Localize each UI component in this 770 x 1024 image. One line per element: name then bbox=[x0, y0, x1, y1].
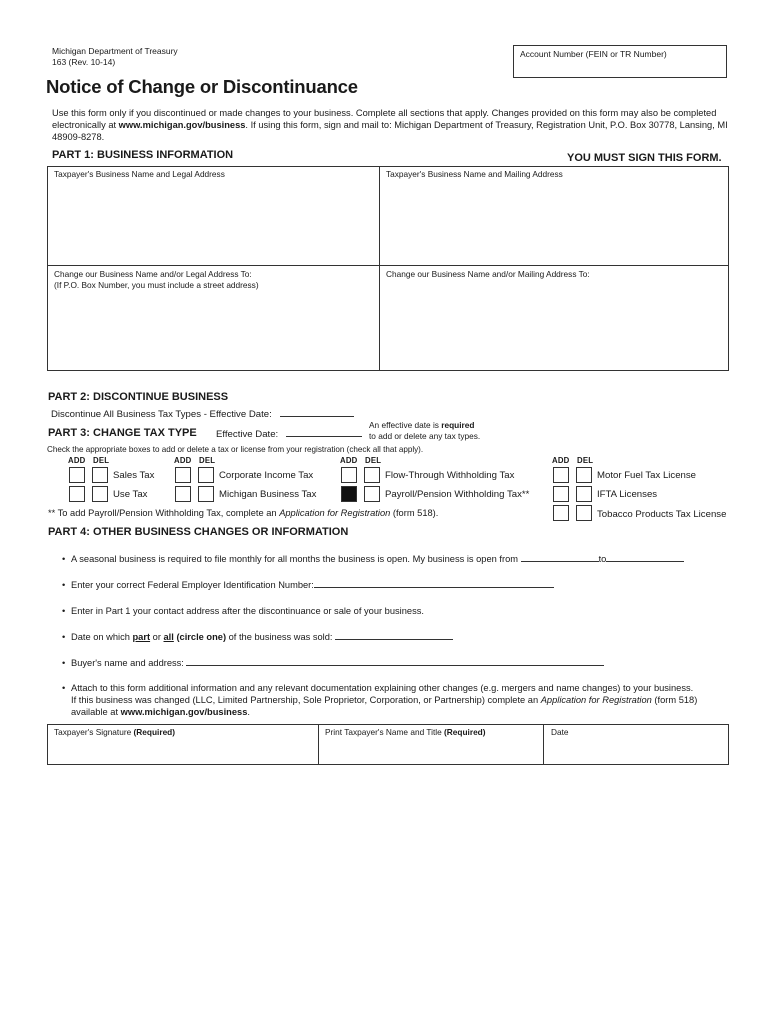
sold-or: or bbox=[150, 632, 164, 642]
intro-paragraph bbox=[52, 107, 732, 143]
sold-part-option[interactable]: part bbox=[132, 632, 151, 642]
sold-text-2: of the business was sold: bbox=[226, 632, 333, 642]
part3-instructions: Check the appropriate boxes to add or delete a tax or license from your registration (check all that apply). bbox=[47, 445, 424, 454]
michigan-business-tax-label: Michigan Business Tax bbox=[219, 489, 317, 500]
part4-heading: PART 4: OTHER BUSINESS CHANGES OR INFORMATION bbox=[48, 526, 349, 538]
ifta-add-checkbox[interactable] bbox=[553, 486, 569, 502]
motor-fuel-del-checkbox[interactable] bbox=[576, 467, 592, 483]
attach-url: www.michigan.gov/business bbox=[120, 707, 248, 717]
seasonal-to-text: to bbox=[598, 554, 607, 564]
discontinue-date-input[interactable] bbox=[280, 408, 354, 417]
part2-heading: PART 2: DISCONTINUE BUSINESS bbox=[48, 391, 229, 403]
add-header-col2: ADD bbox=[174, 456, 192, 465]
use-tax-label: Use Tax bbox=[113, 489, 148, 500]
use-tax-add-checkbox[interactable] bbox=[69, 486, 85, 502]
attach-text-1: Attach to this form additional information and any relevant documentation explaining other changes (e.g. mergers and name changes) to your business. bbox=[71, 683, 694, 693]
motor-fuel-label: Motor Fuel Tax License bbox=[597, 470, 697, 481]
part1-heading: PART 1: BUSINESS INFORMATION bbox=[52, 149, 234, 161]
legal-address-field[interactable]: Taxpayer's Business Name and Legal Address bbox=[54, 169, 225, 179]
sig-divider-1 bbox=[318, 725, 319, 764]
signature-required: (Required) bbox=[133, 727, 176, 737]
change-legal-note: (If P.O. Box Number, you must include a street address) bbox=[54, 280, 259, 290]
sales-tax-label: Sales Tax bbox=[113, 470, 155, 481]
change-legal-label: Change our Business Name and/or Legal Address To: bbox=[54, 269, 252, 279]
print-name-required: (Required) bbox=[444, 727, 486, 737]
print-name-label: Print Taxpayer's Name and Title bbox=[325, 727, 445, 737]
del-header-col3: DEL bbox=[365, 456, 382, 465]
add-header-col4: ADD bbox=[552, 456, 570, 465]
sold-text-1: Date on which bbox=[71, 632, 133, 642]
signature-box bbox=[47, 724, 729, 765]
corporate-income-tax-del-checkbox[interactable] bbox=[198, 467, 214, 483]
corporate-income-tax-add-checkbox[interactable] bbox=[175, 467, 191, 483]
michigan-business-tax-add-checkbox[interactable] bbox=[175, 486, 191, 502]
use-tax-del-checkbox[interactable] bbox=[92, 486, 108, 502]
must-sign-notice: YOU MUST SIGN THIS FORM. bbox=[567, 152, 722, 164]
seasonal-text: A seasonal business is required to file monthly for all months the business is open. My business is open from bbox=[71, 554, 518, 564]
footnote-form-name: Application for Registration bbox=[279, 508, 391, 518]
ifta-del-checkbox[interactable] bbox=[576, 486, 592, 502]
footnote-text-1: ** To add Payroll/Pension Withholding Tax, complete an bbox=[48, 508, 280, 518]
agency-header bbox=[52, 46, 178, 68]
corporate-income-tax-label: Corporate Income Tax bbox=[219, 470, 314, 481]
discontinue-row bbox=[51, 408, 354, 420]
grid-divider-horizontal bbox=[48, 265, 728, 266]
add-header-col1: ADD bbox=[68, 456, 86, 465]
intro-text-2: . If using this form, sign and mail to: Michigan Department of Treasury, Registration Unit, P.O. Box 30778, Lansing, MI 48909-8278. bbox=[52, 120, 728, 142]
form-number: 163 (Rev. 10-14) bbox=[52, 57, 116, 67]
account-number-field[interactable] bbox=[513, 45, 727, 78]
signature-field[interactable] bbox=[54, 727, 175, 738]
note-text-2: to add or delete any tax types. bbox=[369, 430, 481, 441]
sold-date-input[interactable] bbox=[335, 631, 453, 640]
signature-label: Taxpayer's Signature bbox=[54, 727, 134, 737]
tobacco-add-checkbox[interactable] bbox=[553, 505, 569, 521]
tobacco-del-checkbox[interactable] bbox=[576, 505, 592, 521]
fein-text: Enter your correct Federal Employer Identification Number: bbox=[71, 580, 314, 590]
del-header-col2: DEL bbox=[199, 456, 216, 465]
buyer-text: Buyer's name and address: bbox=[71, 658, 184, 668]
intro-url: www.michigan.gov/business bbox=[118, 120, 246, 130]
del-header-col1: DEL bbox=[93, 456, 110, 465]
grid-divider-vertical bbox=[379, 167, 380, 370]
payroll-tax-del-checkbox[interactable] bbox=[364, 486, 380, 502]
flow-through-tax-add-checkbox[interactable] bbox=[341, 467, 357, 483]
attach-text-3: available at bbox=[71, 707, 121, 717]
attach-text-3b: . bbox=[247, 707, 250, 717]
contact-text: Enter in Part 1 your contact address after the discontinuance or sale of your business. bbox=[71, 606, 424, 616]
add-header-col3: ADD bbox=[340, 456, 358, 465]
change-mailing-address-field[interactable]: Change our Business Name and/or Mailing Address To: bbox=[386, 269, 590, 279]
del-header-col4: DEL bbox=[577, 456, 594, 465]
form-title: Notice of Change or Discontinuance bbox=[46, 76, 358, 97]
effective-date-label: Effective Date: bbox=[216, 429, 279, 440]
agency-name: Michigan Department of Treasury bbox=[52, 46, 178, 56]
motor-fuel-add-checkbox[interactable] bbox=[553, 467, 569, 483]
sales-tax-del-checkbox[interactable] bbox=[92, 467, 108, 483]
seasonal-from-input[interactable] bbox=[521, 553, 599, 562]
print-name-field[interactable] bbox=[325, 727, 486, 738]
discontinue-label: Discontinue All Business Tax Types - Effective Date: bbox=[51, 409, 272, 420]
seasonal-to-input[interactable] bbox=[606, 553, 684, 562]
ifta-label: IFTA Licenses bbox=[597, 489, 658, 500]
part3-heading: PART 3: CHANGE TAX TYPE bbox=[48, 427, 197, 439]
date-field[interactable]: Date bbox=[551, 727, 569, 737]
fein-input[interactable] bbox=[314, 579, 554, 588]
flow-through-tax-del-checkbox[interactable] bbox=[364, 467, 380, 483]
note-text: An effective date is bbox=[369, 420, 442, 430]
effective-date-row bbox=[216, 428, 362, 440]
mailing-address-field[interactable]: Taxpayer's Business Name and Mailing Address bbox=[386, 169, 563, 179]
payroll-footnote bbox=[48, 508, 438, 518]
sig-divider-2 bbox=[543, 725, 544, 764]
effective-date-input[interactable] bbox=[286, 428, 362, 437]
note-required: required bbox=[441, 420, 475, 430]
attach-form-name: Application for Registration bbox=[540, 695, 652, 705]
buyer-input[interactable] bbox=[186, 657, 604, 666]
payroll-tax-label: Payroll/Pension Withholding Tax** bbox=[385, 489, 530, 500]
payroll-tax-add-checkbox-disabled bbox=[341, 486, 357, 502]
attach-text-2: If this business was changed (LLC, Limited Partnership, Sole Proprietor, Corporation, or Partnership) complete an bbox=[71, 695, 541, 705]
intro-text-1: Use this form only if you discontinued or made changes to your business. Complete all sections that apply. Changes provided on this form may also be completed electronically at bbox=[52, 108, 717, 130]
footnote-text-2: (form 518). bbox=[390, 508, 439, 518]
michigan-business-tax-del-checkbox[interactable] bbox=[198, 486, 214, 502]
flow-through-tax-label: Flow-Through Withholding Tax bbox=[385, 470, 515, 481]
change-legal-address-field[interactable] bbox=[54, 269, 259, 291]
account-number-label: Account Number (FEIN or TR Number) bbox=[520, 49, 667, 59]
part1-address-grid bbox=[47, 166, 729, 371]
tobacco-label: Tobacco Products Tax License bbox=[597, 509, 727, 520]
sold-all-option[interactable]: all bbox=[163, 632, 174, 642]
sales-tax-add-checkbox[interactable] bbox=[69, 467, 85, 483]
attach-text-2b: (form 518) bbox=[651, 695, 698, 705]
effective-date-note bbox=[369, 420, 480, 441]
sold-circle-one: (circle one) bbox=[173, 632, 227, 642]
